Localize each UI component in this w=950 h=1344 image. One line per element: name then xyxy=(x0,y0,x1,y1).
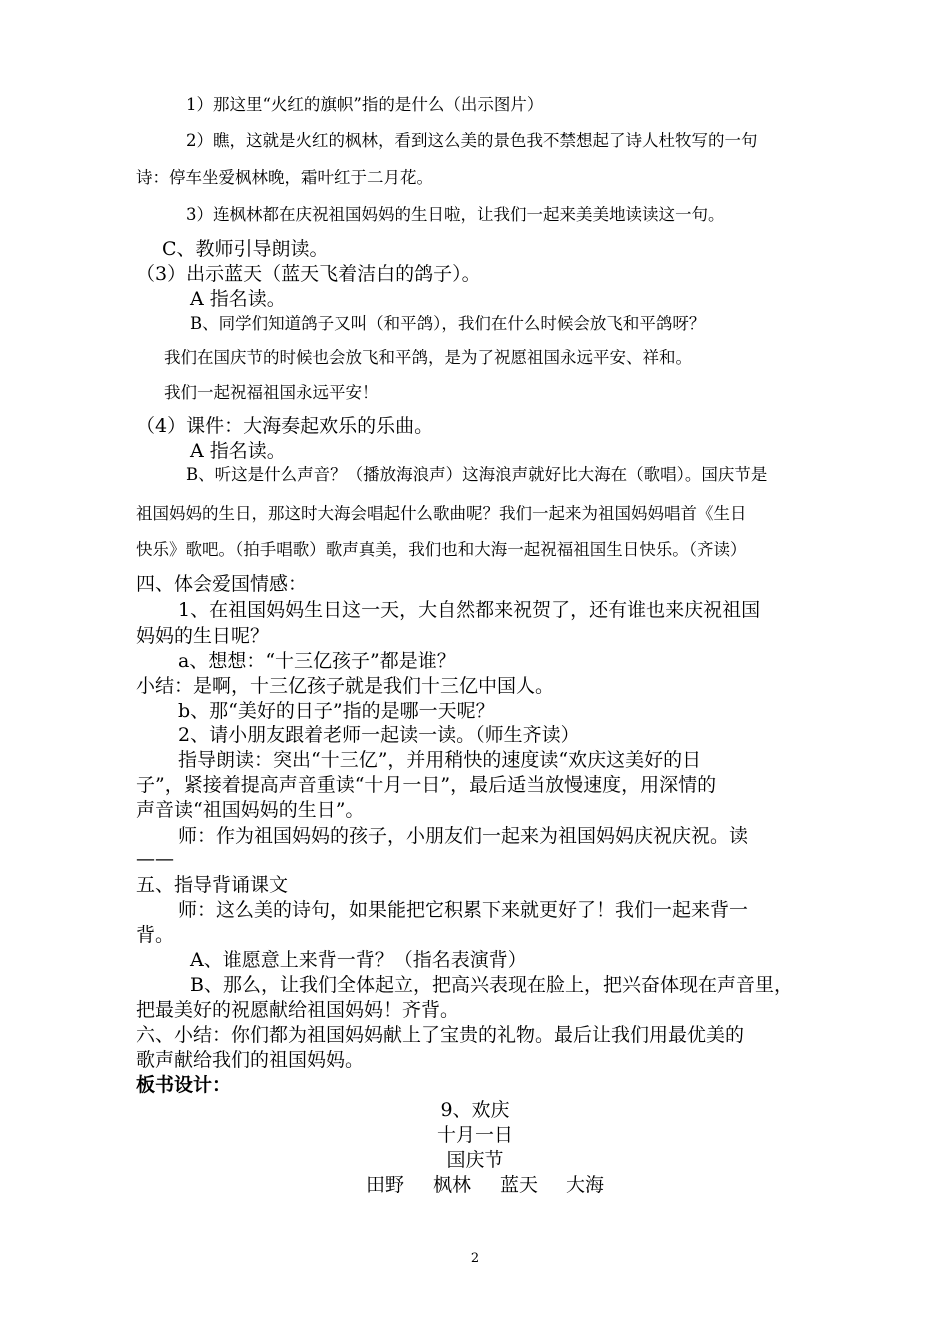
text-line: b、那“美好的日子”指的是哪一天呢？ xyxy=(178,700,495,722)
text-line: 小结：是啊，十三亿孩子就是我们十三亿中国人。 xyxy=(136,675,555,697)
text-line: 我们在国庆节的时候也会放飞和平鸽，是为了祝愿祖国永远平安、祥和。 xyxy=(164,348,692,367)
section-heading: 四、体会爱国情感： xyxy=(136,573,308,595)
board-item: 大海 xyxy=(566,1174,605,1196)
text-line: 子”，紧接着提高声音重读“十月一日”，最后适当放慢速度，用深情的 xyxy=(136,774,717,796)
text-line: 师：这么美的诗句，如果能把它积累下来就更好了！我们一起来背一 xyxy=(178,899,749,921)
text-line: 妈妈的生日呢？ xyxy=(136,625,270,647)
text-line: 指导朗读：突出“十三亿”，并用稍快的速度读“欢庆这美好的日 xyxy=(178,749,702,771)
text-line: 背。 xyxy=(136,924,175,946)
text-line: 师：作为祖国妈妈的孩子，小朋友们一起来为祖国妈妈庆祝庆祝。读 xyxy=(178,825,749,847)
text-line: 1、在祖国妈妈生日这一天，大自然都来祝贺了，还有谁也来庆祝祖国 xyxy=(178,599,761,621)
board-design-heading: 板书设计： xyxy=(136,1074,232,1096)
board-line: 十月一日 xyxy=(436,1124,513,1146)
board-item: 蓝天 xyxy=(500,1174,539,1196)
text-line: a、想想：“十三亿孩子”都是谁？ xyxy=(178,650,456,672)
text-line: 2、请小朋友跟着老师一起读一读。（师生齐读） xyxy=(178,724,580,746)
page-number: 2 xyxy=(470,1251,480,1266)
board-title: 9、欢庆 xyxy=(440,1099,510,1121)
text-line: 1）那这里“火红的旗帜”指的是什么（出示图片） xyxy=(186,95,544,114)
text-line: A、谁愿意上来背一背？（指名表演背） xyxy=(190,949,527,971)
section-heading: 六、小结：你们都为祖国妈妈献上了宝贵的礼物。最后让我们用最优美的 xyxy=(136,1024,745,1046)
text-line: A 指名读。 xyxy=(190,288,286,310)
text-line: 祖国妈妈的生日，那这时大海会唱起什么歌曲呢？我们一起来为祖国妈妈唱首《生日 xyxy=(136,504,747,523)
text-line: （4）课件：大海奏起欢乐的乐曲。 xyxy=(136,415,434,437)
text-line: 诗：停车坐爱枫林晚，霜叶红于二月花。 xyxy=(136,168,433,187)
text-line: B、听这是什么声音？（播放海浪声）这海浪声就好比大海在（歌唱）。国庆节是 xyxy=(186,465,768,484)
board-line: 国庆节 xyxy=(446,1149,504,1171)
text-line: B、同学们知道鸽子又叫（和平鸽），我们在什么时候会放飞和平鸽呀？ xyxy=(190,314,706,333)
text-line: （3）出示蓝天（蓝天飞着洁白的鸽子）。 xyxy=(136,263,481,285)
text-line: B、那么，让我们全体起立，把高兴表现在脸上，把兴奋体现在声音里， xyxy=(190,974,793,996)
board-item: 枫林 xyxy=(433,1174,472,1196)
text-line: 把最美好的祝愿献给祖国妈妈！齐背。 xyxy=(136,999,460,1021)
text-line: 3）连枫林都在庆祝祖国妈妈的生日啦，让我们一起来美美地读读这一句。 xyxy=(186,205,725,224)
text-line: 2）瞧，这就是火红的枫林，看到这么美的景色我不禁想起了诗人杜牧写的一句 xyxy=(186,131,758,150)
section-heading: 五、指导背诵课文 xyxy=(136,874,289,896)
board-item: 田野 xyxy=(366,1174,405,1196)
text-line: —— xyxy=(136,848,174,870)
text-line: A 指名读。 xyxy=(190,440,286,462)
text-line: 声音读“祖国妈妈的生日”。 xyxy=(136,799,365,821)
text-line: C、教师引导朗读。 xyxy=(162,238,329,260)
text-line: 我们一起祝福祖国永远平安！ xyxy=(164,383,379,402)
text-line: 快乐》歌吧。（拍手唱歌）歌声真美，我们也和大海一起祝福祖国生日快乐。（齐读） xyxy=(136,540,747,559)
text-line: 歌声献给我们的祖国妈妈。 xyxy=(136,1049,365,1071)
